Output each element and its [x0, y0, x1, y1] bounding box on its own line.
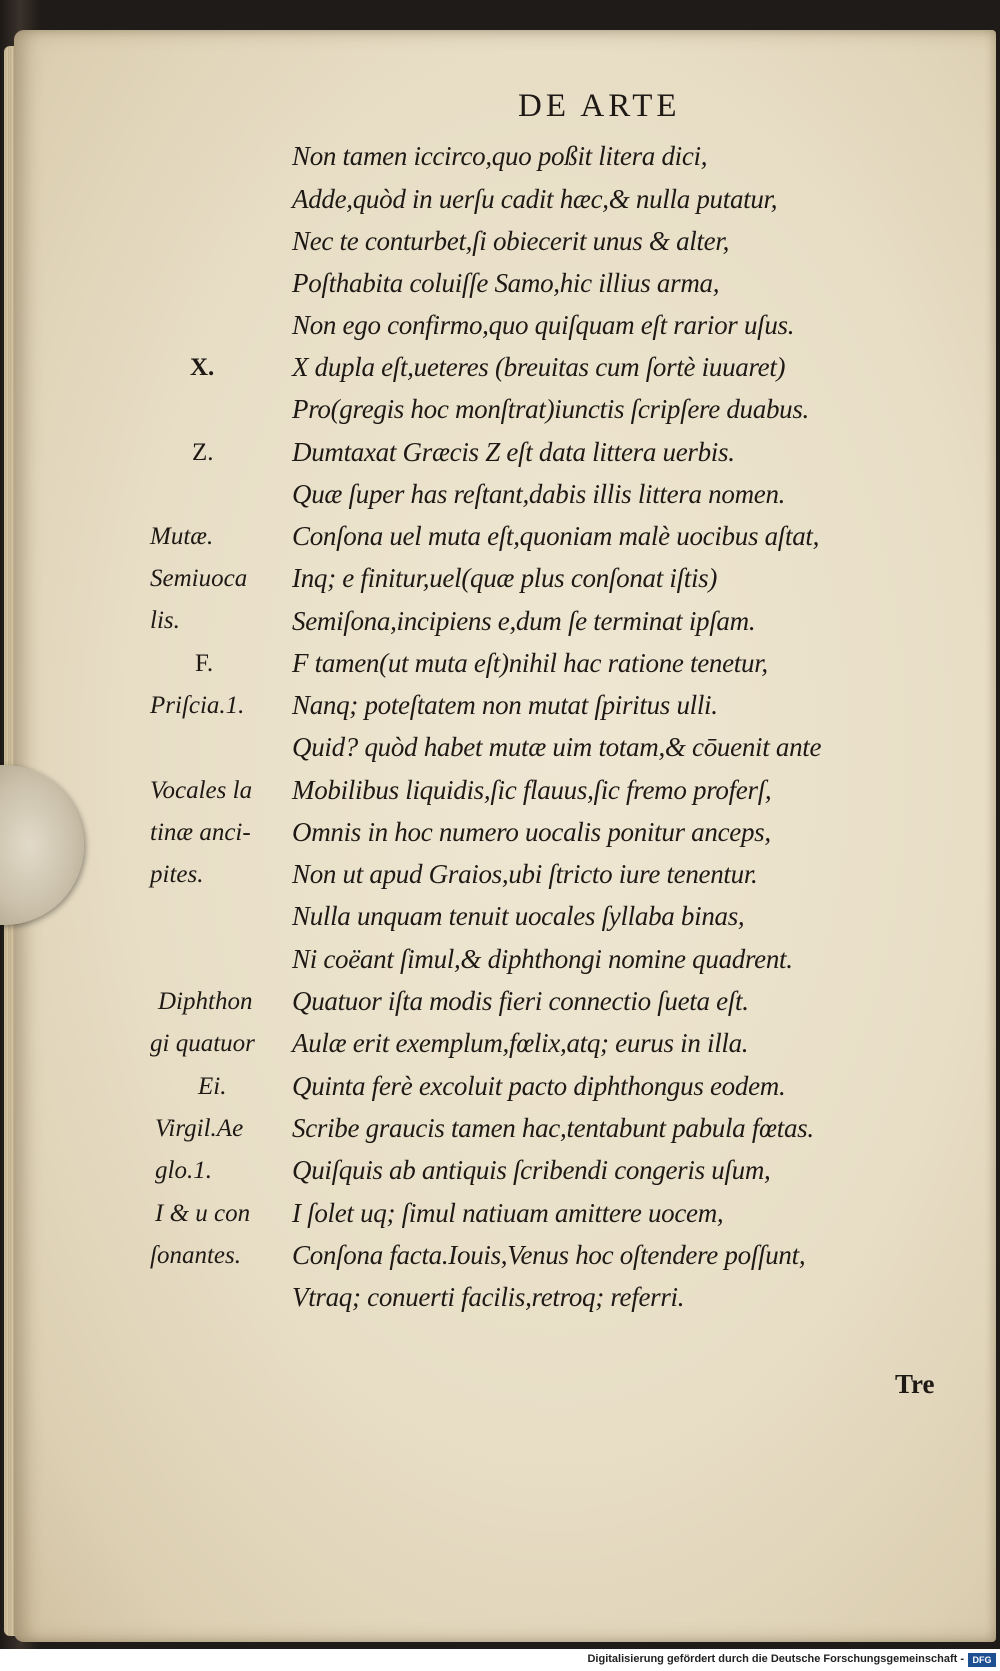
verse-line: F tamen(ut muta eſt)nihil hac ratione tenetur,: [292, 648, 768, 678]
margin-note: Diphthon: [158, 988, 253, 1015]
verse-line: Quinta ferè excoluit pacto diphthongus eodem.: [292, 1071, 786, 1101]
verse-line: Quiſquis ab antiquis ſcribendi congeris uſum,: [292, 1155, 771, 1185]
margin-note: Mutæ.: [150, 523, 214, 550]
verse-line: Poſthabita coluiſſe Samo,hic illius arma,: [292, 268, 720, 298]
verse-line: Quatuor iſta modis fieri connectio ſueta eſt.: [292, 986, 749, 1016]
margin-note: F.: [195, 650, 214, 677]
verse-line: Non tamen iccirco,quo poßit litera dici,: [292, 141, 708, 171]
verse-line: Nulla unquam tenuit uocales ſyllaba binas,: [292, 901, 745, 931]
verse-line: X dupla eſt,ueteres (breuitas cum ſortè iuuaret): [292, 352, 786, 382]
digitization-footer: [0, 1649, 1000, 1671]
footer-credit: Digitalisierung gefördert durch die Deutsche Forschungsgemeinschaft -: [587, 1653, 964, 1665]
margin-note: I & u con: [155, 1200, 251, 1227]
margin-note: Z.: [192, 439, 214, 466]
margin-note: lis.: [150, 607, 180, 634]
margin-note: gi quatuor: [150, 1030, 255, 1057]
margin-note: X.: [190, 354, 215, 381]
verse-line: Dumtaxat Græcis Z eſt data littera uerbis.: [292, 437, 735, 467]
margin-note: Vocales la: [150, 777, 253, 804]
margin-note: ſonantes.: [150, 1242, 241, 1269]
verse-line: Vtraq; conuerti facilis,retroq; referri.: [292, 1282, 685, 1312]
verse-line: Quid? quòd habet mutæ uim totam,& cōuenit ante: [292, 732, 822, 762]
verse-line: Conſona uel muta eſt,quoniam malè uocibus aſtat,: [292, 521, 820, 551]
verse-line: Conſona facta.Iouis,Venus hoc oſtendere poſſunt,: [292, 1240, 806, 1270]
verse-line: Nec te conturbet,ſi obiecerit unus & alter,: [292, 226, 730, 256]
verse-line: Omnis in hoc numero uocalis ponitur anceps,: [292, 817, 771, 847]
verse-line: Nanq; poteſtatem non mutat ſpiritus ulli.: [292, 690, 718, 720]
running-header: DE ARTE: [518, 88, 681, 124]
margin-note: pites.: [150, 861, 204, 888]
margin-note: Virgil.Ae: [155, 1115, 244, 1142]
verse-line: Mobilibus liquidis,ſic flauus,ſic fremo proferſ,: [292, 775, 772, 805]
margin-note: glo.1.: [155, 1157, 212, 1184]
verse-line: Adde,quòd in uerſu cadit hæc,& nulla putatur,: [292, 184, 778, 214]
margin-note: Priſcia.1.: [150, 692, 245, 719]
verse-line: Aulæ erit exemplum,fœlix,atq; eurus in illa.: [292, 1028, 749, 1058]
verse-line: Inq; e finitur,uel(quæ plus conſonat iſtis): [292, 563, 718, 593]
margin-note: tinæ anci-: [150, 819, 251, 846]
verse-line: Non ego confirmo,quo quiſquam eſt rarior uſus.: [292, 310, 795, 340]
verse-line: Non ut apud Graios,ubi ſtricto iure tenentur.: [292, 859, 758, 889]
verse-line: Quæ ſuper has reſtant,dabis illis littera nomen.: [292, 479, 786, 509]
margin-note: Semiuoca: [150, 565, 248, 592]
verse-line: Pro(gregis hoc monſtrat)iunctis ſcripſere duabus.: [292, 394, 809, 424]
verse-line: Ni coëant ſimul,& diphthongi nomine quadrent.: [292, 944, 793, 974]
verse-line: I ſolet uq; ſimul natiuam amittere uocem,: [292, 1198, 724, 1228]
margin-note: Ei.: [198, 1073, 227, 1100]
catchword: Tre: [895, 1369, 935, 1399]
verse-line: Semiſona,incipiens e,dum ſe terminat ipſam.: [292, 606, 756, 636]
verse-line: Scribe graucis tamen hac,tentabunt pabula fœtas.: [292, 1113, 814, 1143]
dfg-logo: DFG: [968, 1653, 996, 1667]
